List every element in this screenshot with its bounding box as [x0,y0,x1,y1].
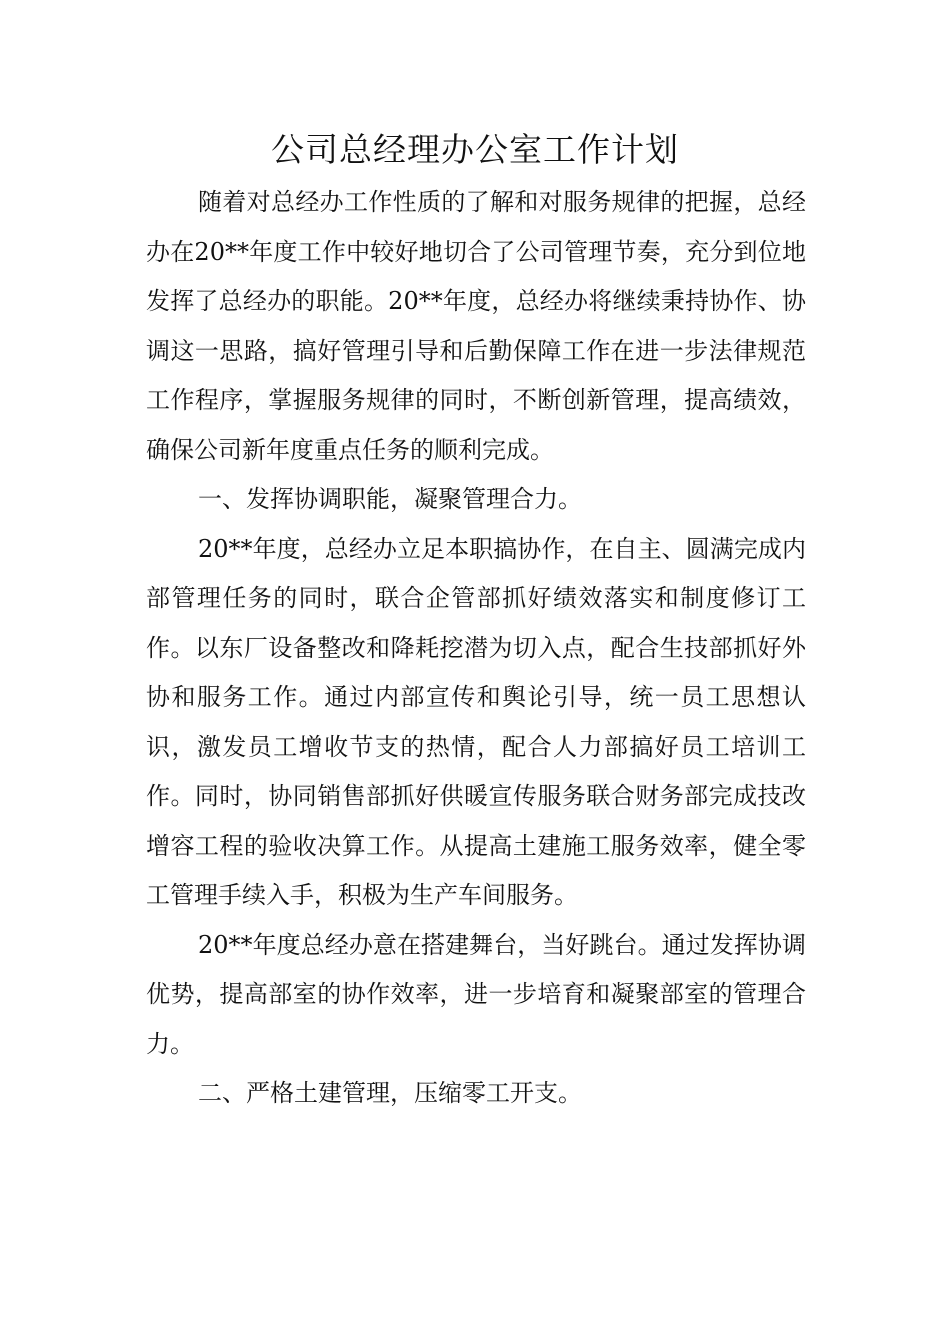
document-body [146,178,806,1119]
paragraph-section-1-a: 20**年度，总经办立足本职搞协作，在自主、圆满完成内部管理任务的同时，联合企管部抓好绩效落实和制度修订工作。以东厂设备整改和降耗挖潜为切入点，配合生技部抓好外协和服务工作。通过内部宣传和舆论引导，统一员工思想认识，激发员工增收节支的热情，配合人力部搞好员工培训工作。同时，协同销售部抓好供暖宣传服务联合财务部完成技改增容工程的验收决算工作。从提高土建施工服务效率，健全零工管理手续入手，积极为生产车间服务。 [146,534,806,909]
section-heading-2: 二、严格土建管理，压缩零工开支。 [198,1079,582,1107]
paragraph-intro: 随着对总经办工作性质的了解和对服务规律的把握，总经办在20**年度工作中较好地切合了公司管理节奏，充分到位地发挥了总经办的职能。20**年度，总经办将继续秉持协作、协调这一思路，搞好管理引导和后勤保障工作在进一步法律规范工作程序，掌握服务规律的同时，不断创新管理，提高绩效，确保公司新年度重点任务的顺利完成。 [146,188,806,464]
paragraph-section-1-b: 20**年度总经办意在搭建舞台，当好跳台。通过发挥协调优势，提高部室的协作效率，进一步培育和凝聚部室的管理合力。 [146,930,806,1058]
document-title: 公司总经理办公室工作计划 [271,130,679,169]
section-heading-1: 一、发挥协调职能，凝聚管理合力。 [198,485,582,513]
